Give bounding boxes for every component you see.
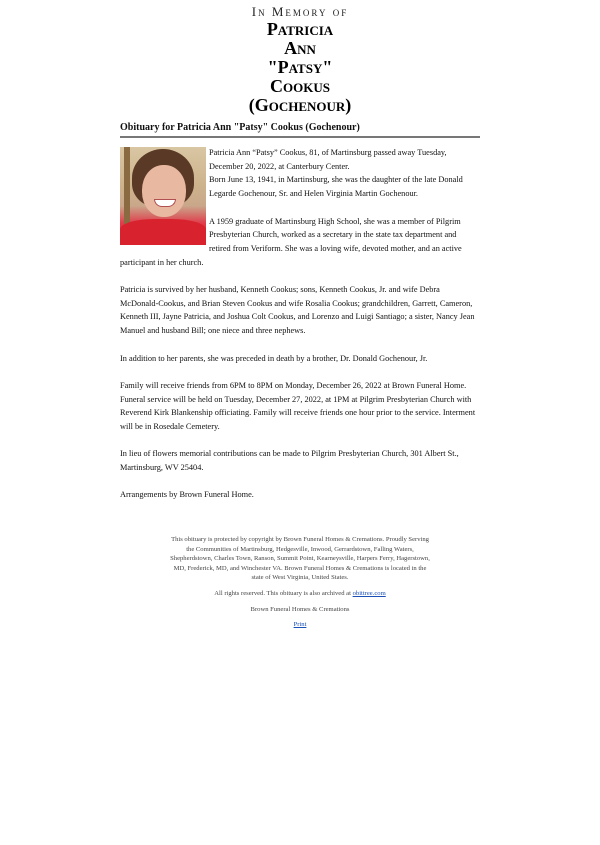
funeral-home-name: Brown Funeral Homes & Cremations — [250, 605, 350, 613]
obituary-body — [120, 146, 480, 502]
memorial-header — [0, 0, 600, 115]
name-line-nickname: "Patsy" — [267, 57, 333, 77]
obituary-paragraph-memorials: In lieu of flowers memorial contributions can be made to Pilgrim Presbyterian Church, 301 Albert St., Martinsburg, WV 25404. — [120, 449, 459, 473]
footer — [170, 535, 430, 636]
print-line — [170, 620, 430, 630]
obituary-content — [120, 122, 480, 502]
deceased-photo — [120, 147, 206, 245]
in-memory-label: In Memory of — [251, 4, 349, 19]
rights-line — [170, 589, 430, 599]
photo-face — [142, 165, 186, 217]
obituary-paragraph-preceded: In addition to her parents, she was preceded in death by a brother, Dr. Donald Gochenour, Jr. — [120, 353, 428, 363]
obittree-link[interactable]: obittree.com — [352, 589, 386, 597]
obituary-paragraph-death: Patricia Ann “Patsy” Cookus, 81, of Martinsburg passed away Tuesday, December 20, 2022, at Canterbury Center. — [209, 148, 447, 171]
print-link[interactable]: Print — [293, 621, 307, 629]
obituary-paragraph-life: A 1959 graduate of Martinsburg High School, she was a member of Pilgrim Presbyterian Church, worked as a secretary in the state tax department and retired from Veriform. She was a loving wife, devoted mother, and an active participant in her church. — [120, 216, 462, 267]
copyright-notice: This obituary is protected by copyright by Brown Funeral Homes & Cremations. Proudly Serving the Communities of Martinsburg, Hedgesville, Inwood, Gerrardstown, Falling Waters, Shepherdstown, Charles Town, Ranson, Summit Point, Kearneysville, Harpers Ferry, Hagerstown, MD, Frederick, MD, and Winchester VA. Brown Funeral Homes & Cremations is located in the state of West Virginia, United States. — [170, 536, 430, 582]
name-line-first: Patricia — [266, 19, 334, 39]
name-line-middle: Ann — [284, 38, 316, 58]
obituary-title: Obituary for Patricia Ann "Patsy" Cookus (Gochenour) — [120, 122, 480, 138]
obituary-paragraph-birth: Born June 13, 1941, in Martinsburg, she was the daughter of the late Donald Legarde Gochenour, Sr. and Helen Virginia Martin Gochenour. — [209, 175, 463, 199]
name-line-maiden: (Gochenour) — [248, 95, 352, 115]
name-line-last: Cookus — [270, 76, 330, 96]
obituary-paragraph-survivors: Patricia is survived by her husband, Kenneth Cookus; sons, Kenneth Cookus, Jr. and wife Debra McDonald-Cookus, and Brian Steven Cookus and wife Rosalia Cookus; grandchildren, Garrett, Cameron, Kenneth III, Jayne Patricia, and Joshua Colt Cookus, and Lorenzo and Luigi Santiago; a sister, Nancy Jean Manuel and husband Bill; one niece and three nephews. — [120, 285, 475, 336]
rights-text: All rights reserved. This obituary is also archived at — [214, 589, 353, 597]
obituary-paragraph-arrangements: Arrangements by Brown Funeral Home. — [120, 490, 254, 500]
photo-shirt — [120, 219, 206, 245]
obituary-paragraph-services: Family will receive friends from 6PM to 8PM on Monday, December 26, 2022 at Brown Funeral Home. Funeral service will be held on Tuesday, December 27, 2022, at 1PM at Pilgrim Presbyterian Church with Reverend Kirk Blankenship officiating. Family will receive friends one hour prior to the service. Interment will be in Rosedale Cemetery. — [120, 380, 476, 431]
